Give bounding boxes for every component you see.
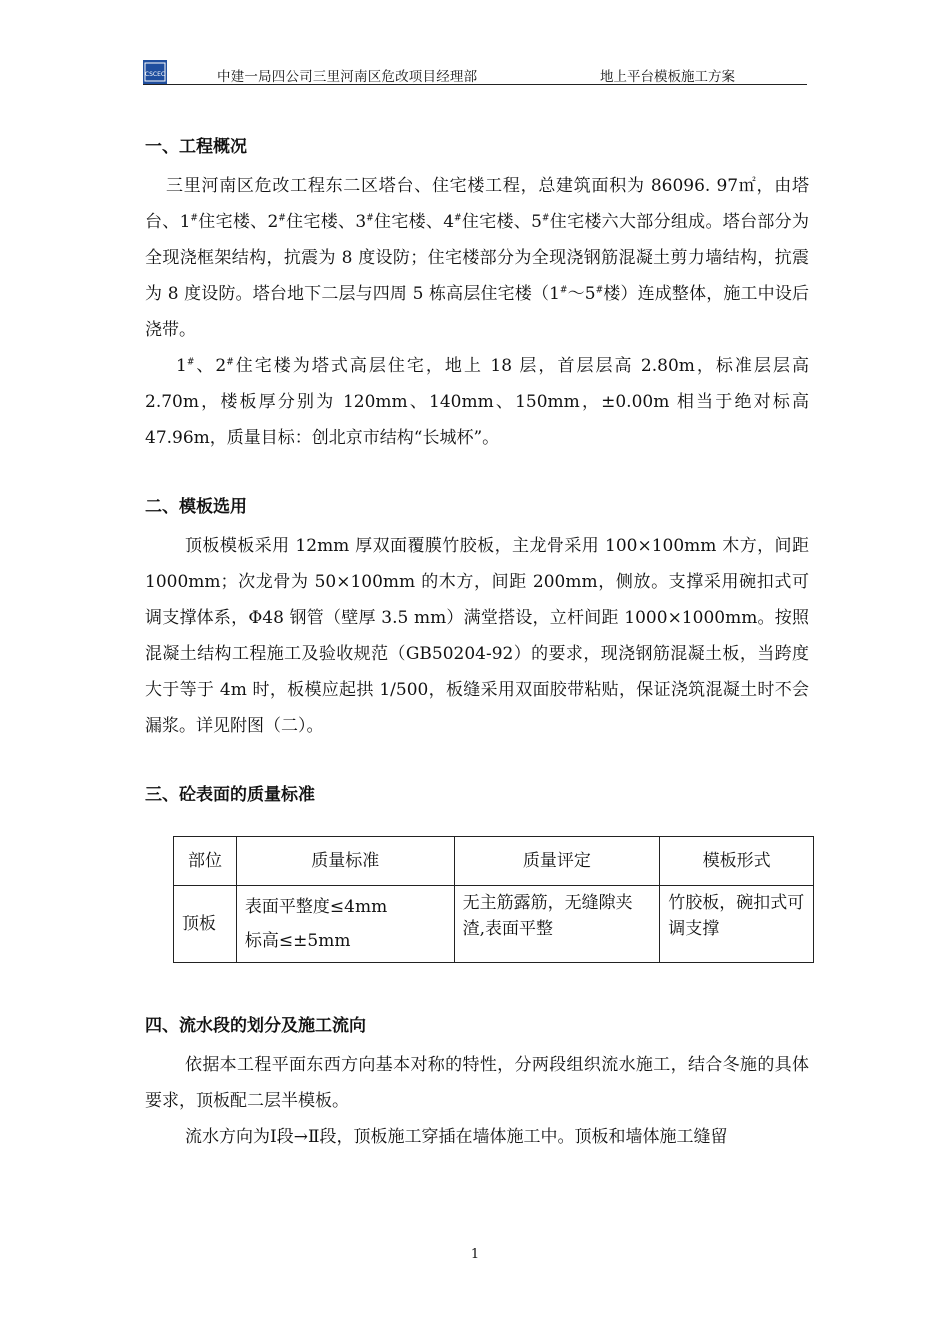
formwork-paragraph: 顶板模板采用 12mm 厚双面覆膜竹胶板，主龙骨采用 100×100mm 木方，间距 1000mm；次龙骨为 50×100mm 的木方，间距 200mm，侧放。支撑采用碗扣式可调支撑体系，Φ48 钢管（壁厚 3.5 mm）满堂搭设，立杆间距 1000×1000mm。按照混凝土结构工程施工及验收规范（GB50204-92）的要求，现浇钢筋混凝土板，当跨度大于等于 4m 时，板模应起拱 1/500，板缝采用双面胶带粘贴，保证浇筑混凝土时不会漏浆。详见附图（二）。	[145, 536, 809, 736]
section-title-quality: 三、砼表面的质量标准	[145, 785, 315, 805]
table-header-cell: 质量标准	[236, 837, 454, 886]
overview-paragraph-1: 三里河南区危改工程东二区塔台、住宅楼工程，总建筑面积为 86096. 97㎡，由塔台、1#住宅楼、2#住宅楼、3#住宅楼、4#住宅楼、5#住宅楼六大部分组成。塔台部分为全现浇框架结构，抗震为 8 度设防；住宅楼部分为全现浇钢筋混凝土剪力墙结构，抗震为 8 度设防。塔台地下二层与四周 5 栋高层住宅楼（1#～5#楼）连成整体，施工中设后浇带。	[145, 176, 809, 340]
section-title-formwork: 二、模板选用	[145, 497, 247, 517]
flow-paragraph-1: 依据本工程平面东西方向基本对称的特性，分两段组织流水施工，结合冬施的具体要求，顶板配二层半模板。	[145, 1055, 809, 1111]
table-header-row	[174, 837, 814, 886]
table-cell-form: 竹胶板，碗扣式可调支撑	[660, 886, 814, 963]
document-body	[145, 126, 809, 1155]
overview-paragraph-2: 1#、2#住宅楼为塔式高层住宅，地上 18 层，首层层高 2.80m，标准层层高 2.70m，楼板厚分别为 120mm、140mm、150mm，±0.00m 相当于绝对标高 47.96m，质量目标：创北京市结构“长城杯”。	[145, 356, 809, 448]
header-company: 中建一局四公司三里河南区危改项目经理部	[217, 69, 478, 85]
table-cell-part: 顶板	[174, 886, 237, 963]
page-header	[143, 60, 807, 85]
table-header-cell: 部位	[174, 837, 237, 886]
table-header-cell: 模板形式	[660, 837, 814, 886]
table-header-cell: 质量评定	[454, 837, 660, 886]
section-title-overview: 一、工程概况	[145, 137, 247, 157]
section-title-flow: 四、流水段的划分及施工流向	[145, 1016, 366, 1036]
svg-text:CSCEC: CSCEC	[144, 71, 166, 78]
header-document-title: 地上平台模板施工方案	[600, 69, 735, 85]
table-cell-standard: 表面平整度≤4mm 标高≤±5mm	[236, 886, 454, 963]
company-logo	[143, 60, 167, 84]
quality-table	[173, 836, 814, 963]
table-cell-evaluation: 无主筋露筋，无缝隙夹渣,表面平整	[454, 886, 660, 963]
page-number: 1	[470, 1247, 480, 1262]
flow-paragraph-2: 流水方向为Ⅰ段→Ⅱ段，顶板施工穿插在墙体施工中。顶板和墙体施工缝留	[185, 1127, 728, 1147]
table-row	[174, 886, 814, 963]
